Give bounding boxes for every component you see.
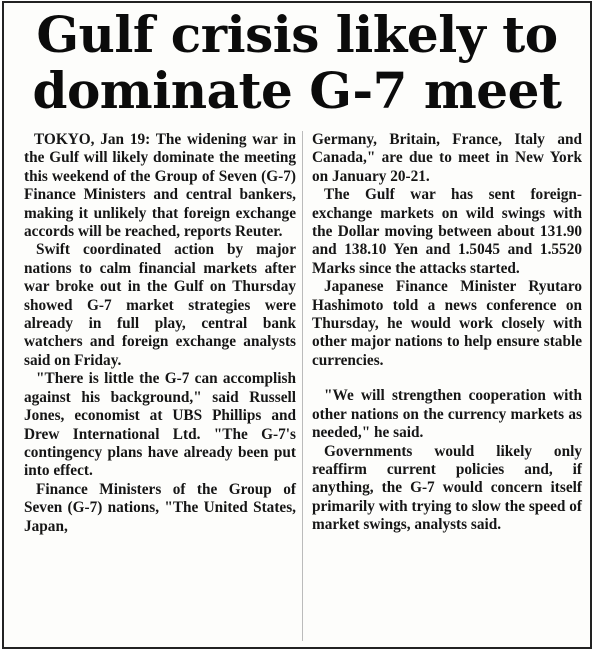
paragraph-dateline: TOKYO, Jan 19: The widening war in the Gulf will likely dominate the meeting this weekend of the Group of Seven (G-7) Finance Ministers and central bankers, making it unlikely that foreign exchange accords will be reached, reports Reuter. [24, 131, 296, 241]
paragraph: Finance Ministers of the Group of Seven (G-7) nations, "The United States, Japan, [24, 480, 296, 535]
headline-line-1: Gulf crisis likely to [36, 5, 558, 64]
paragraph: "There is little the G-7 can accomplish against his background," said Russell Jones, economist at UBS Phillips and Drew International Ltd. "The G-7's contingency plans have already been put into effect. [24, 370, 296, 480]
headline [4, 7, 590, 119]
left-column [24, 131, 296, 536]
headline-line-2: dominate G-7 meet [32, 61, 562, 120]
paragraph: Swift coordinated action by major nations to calm financial markets after war broke out in the Gulf on Thursday showed G-7 market strategies were already in full play, central bank watchers and foreign exchange analysts said on Friday. [24, 241, 296, 369]
paragraph: Governments would likely only reaffirm current policies and, if anything, the G-7 would concern itself primarily with trying to slow the speed of market swings, analysts said. [312, 442, 582, 534]
paragraph: Japanese Finance Minister Ryutaro Hashimoto told a news conference on Thursday, he would work closely with other major nations to help ensure stable currencies. [312, 278, 582, 369]
paragraph-continued: Germany, Britain, France, Italy and Canada," are due to meet in New York on January 20-21. [312, 131, 582, 185]
paragraph-quote: "We will strengthen cooperation with other nations on the currency markets as needed," he said. [312, 387, 582, 442]
right-column [312, 131, 582, 535]
paragraph: The Gulf war has sent foreign-exchange markets on wild swings with the Dollar moving between about 131.90 and 138.10 Yen and 1.5045 and 1.5520 Marks since the attacks started. [312, 186, 582, 277]
column-divider [302, 131, 303, 641]
newspaper-clipping [2, 1, 592, 649]
